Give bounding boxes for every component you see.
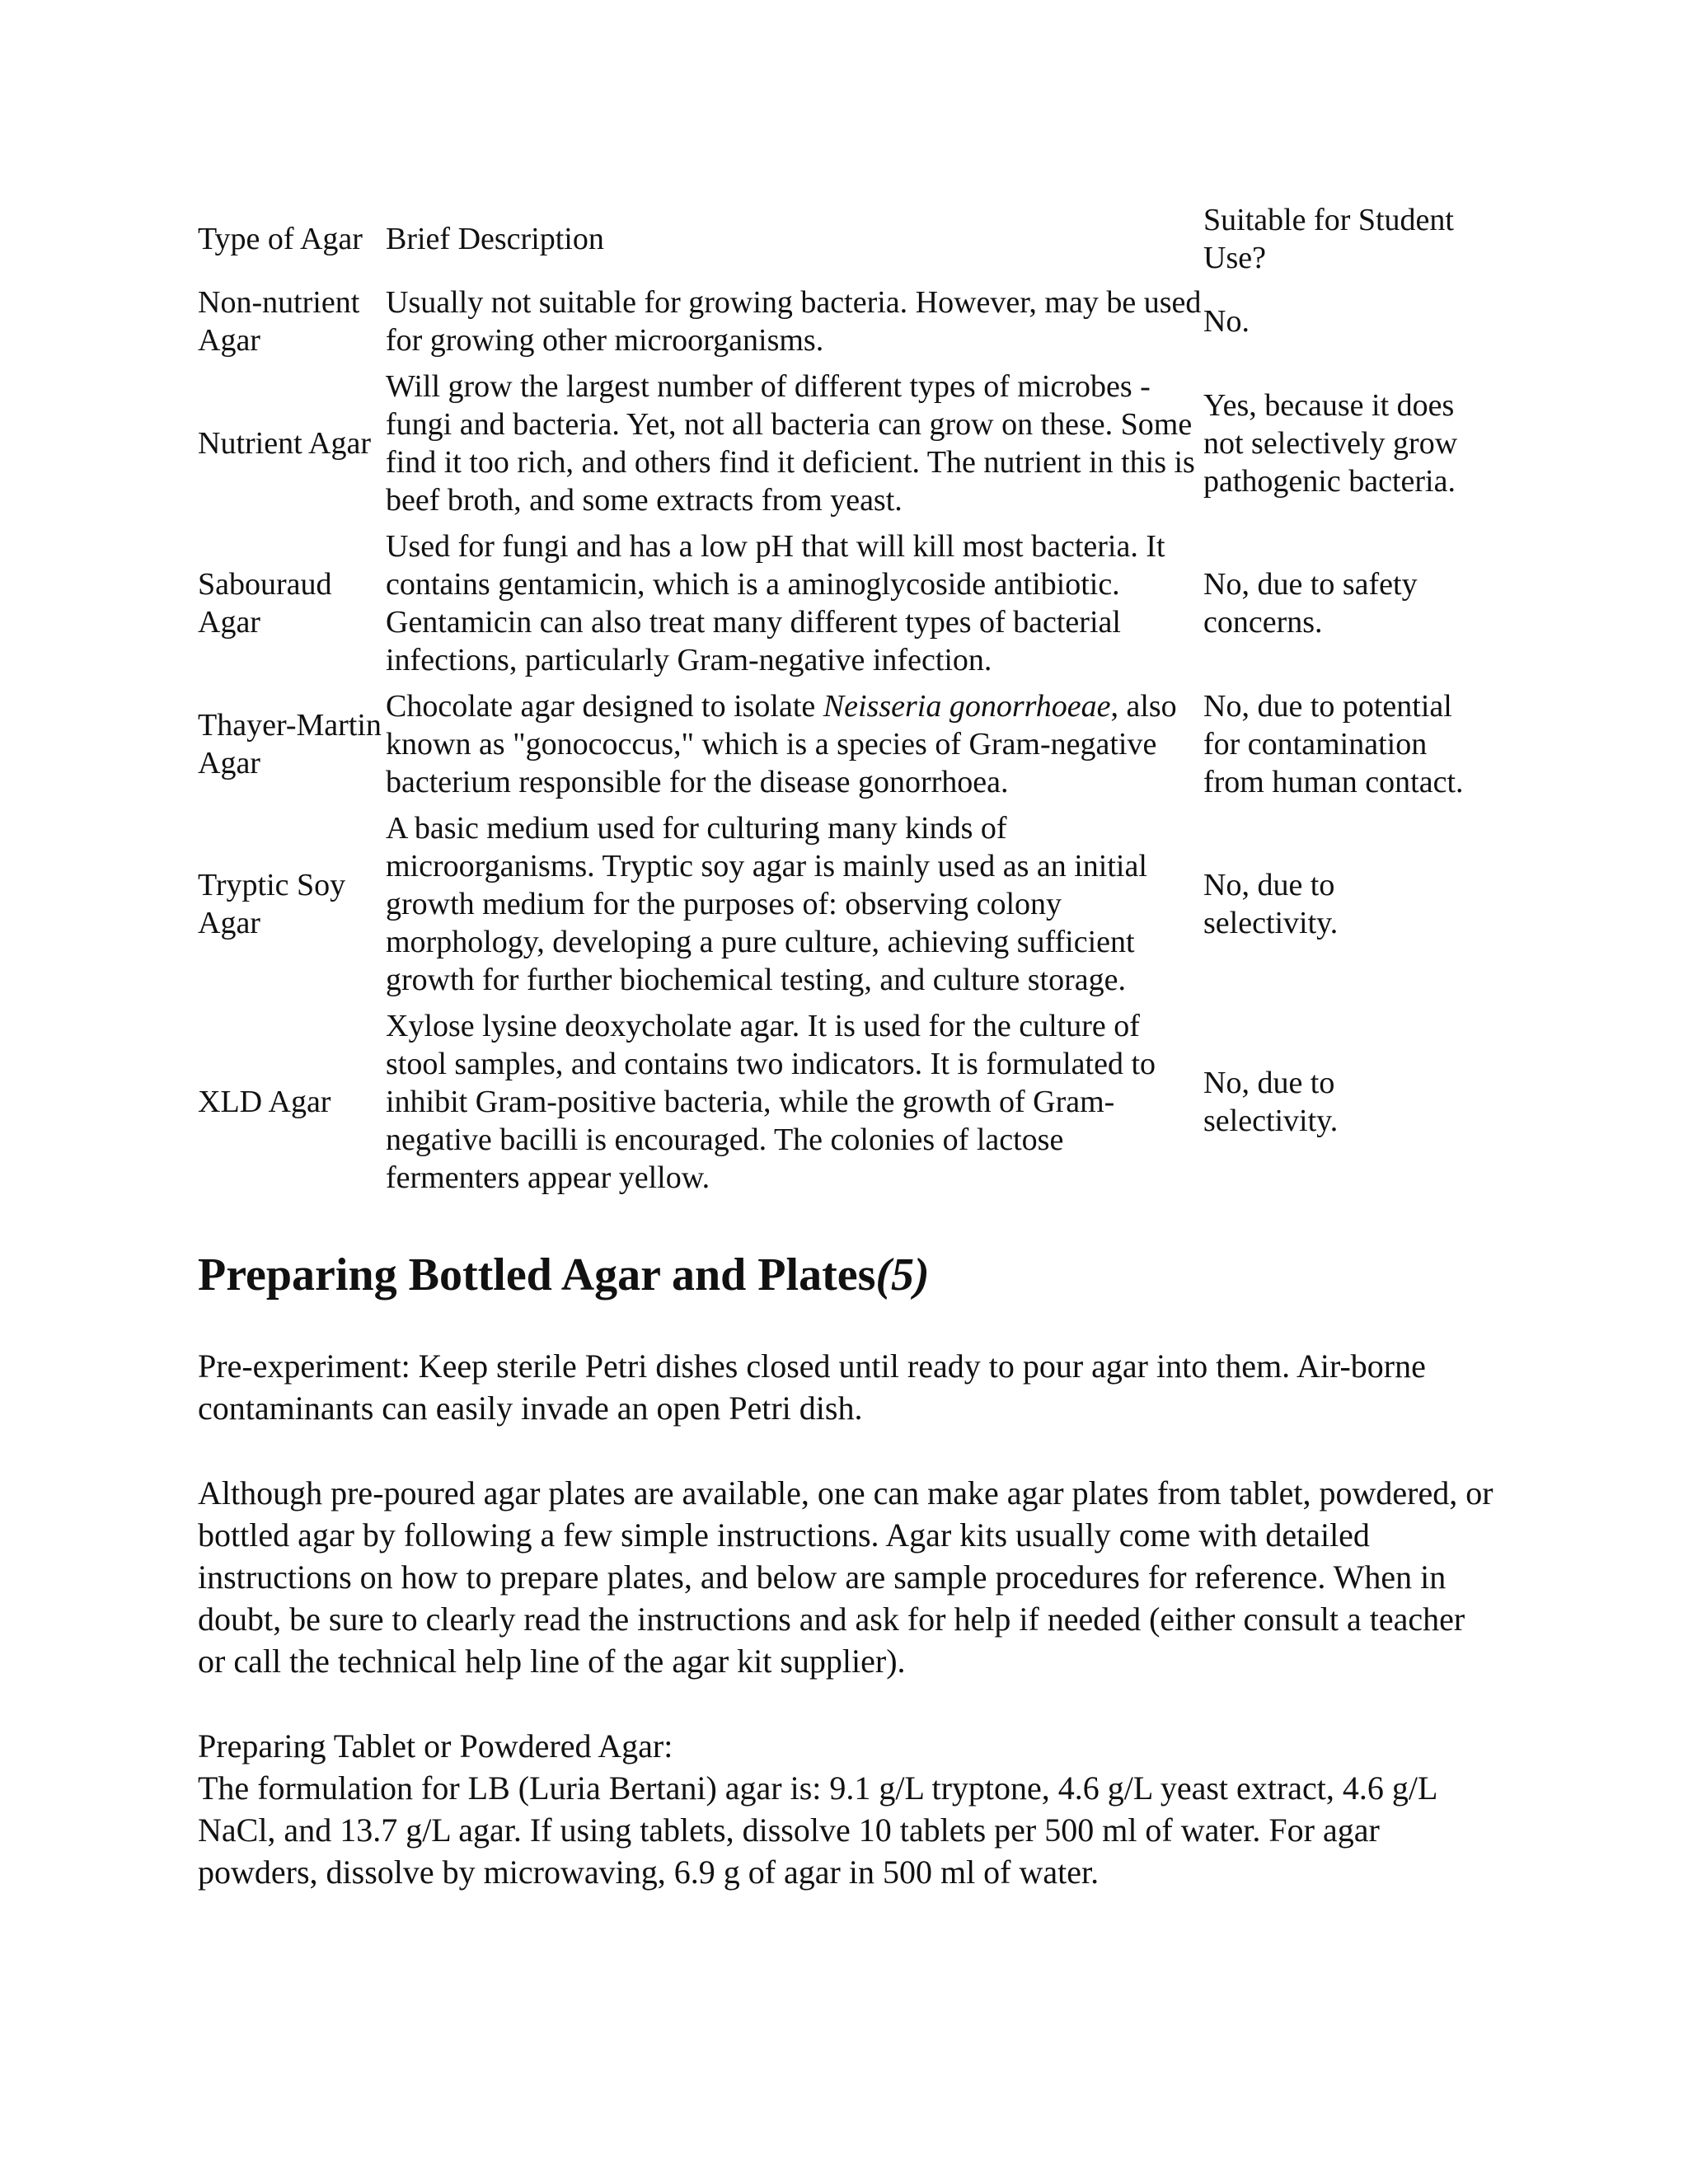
agar-type-cell: Non-nutrient Agar — [198, 285, 360, 358]
table-header-row — [198, 198, 1475, 280]
agar-suitability-cell: Yes, because it does not selectively grow pathogenic bacteria. — [1203, 388, 1458, 499]
table-row — [198, 1004, 1475, 1202]
agar-type-cell: XLD Agar — [198, 1085, 331, 1119]
species-name: Neisseria gonorrhoeae — [823, 689, 1111, 724]
section-heading — [198, 1248, 1500, 1302]
description-text: Chocolate agar designed to isolate — [386, 689, 823, 724]
section-heading-text: Preparing Bottled Agar and Plates — [198, 1249, 876, 1301]
agar-description-cell: Usually not suitable for growing bacteria. However, may be used for growing other microorganisms. — [386, 285, 1202, 358]
table-row — [198, 524, 1475, 684]
paragraph-pre-experiment: Pre-experiment: Keep sterile Petri dishes closed until ready to pour agar into them. Air-borne contaminants can easily invade an open Petri dish. — [198, 1347, 1426, 1427]
description-text: , also known as "gonococcus," which is a species of Gram-negative bacterium responsible for the disease gonorrhoea. — [386, 689, 1177, 799]
agar-description-cell — [386, 684, 1203, 806]
agar-description-cell: Xylose lysine deoxycholate agar. It is used for the culture of stool samples, and contains two indicators. It is formulated to inhibit Gram-positive bacteria, while the growth of Gram-negative bacilli is encouraged. The colonies of lactose fermenters appear yellow. — [386, 1009, 1156, 1195]
agar-description-cell: Will grow the largest number of different types of microbes - fungi and bacteria. Yet, not all bacteria can grow on these. Some find it too rich, and others find it deficient. The nutrient in this is beef broth, and some extracts from yeast. — [386, 369, 1195, 518]
agar-description-cell: A basic medium used for culturing many kinds of microorganisms. Tryptic soy agar is mainly used as an initial growth medium for the purposes of: observing colony morphology, developing a pure culture, achieving sufficient growth for further biochemical testing, and culture storage. — [386, 811, 1147, 997]
paragraph-agar-plates: Although pre-poured agar plates are available, one can make agar plates from tablet, powdered, or bottled agar by following a few simple instructions. Agar kits usually come with detailed instructions on how to prepare plates, and below are sample procedures for reference. When in doubt, be sure to clearly read the instructions and ask for help if needed (either consult a teacher or call the technical help line of the agar kit supplier). — [198, 1474, 1493, 1680]
agar-suitability-cell: No, due to safety concerns. — [1203, 567, 1418, 640]
agar-suitability-cell: No, due to selectivity. — [1203, 1066, 1339, 1138]
agar-type-cell: Sabouraud Agar — [198, 567, 332, 640]
agar-suitability-cell: No. — [1203, 304, 1250, 339]
agar-type-cell: Thayer-Martin Agar — [198, 708, 382, 780]
header-brief-description: Brief Description — [386, 222, 604, 256]
agar-type-cell: Nutrient Agar — [198, 426, 372, 461]
paragraph-subheading: Preparing Tablet or Powdered Agar: — [198, 1727, 673, 1765]
reference-number: (5) — [875, 1249, 930, 1301]
table-row — [198, 280, 1475, 364]
header-type-of-agar: Type of Agar — [198, 222, 363, 256]
table-row — [198, 684, 1475, 806]
agar-type-cell: Tryptic Soy Agar — [198, 868, 346, 940]
header-suitable-for-student-use: Suitable for Student Use? — [1203, 203, 1454, 275]
agar-suitability-cell: No, due to selectivity. — [1203, 868, 1339, 940]
table-row — [198, 364, 1475, 524]
document-page — [198, 198, 1500, 1893]
agar-description-cell: Used for fungi and has a low pH that will kill most bacteria. It contains gentamicin, which is a aminoglycoside antibiotic. Gentamicin can also treat many different types of bacterial infections, particularly Gram-negative infection. — [386, 529, 1165, 677]
agar-suitability-cell: No, due to potential for contamination from human contact. — [1203, 689, 1464, 799]
agar-types-table — [198, 198, 1475, 1202]
table-row — [198, 806, 1475, 1004]
paragraph-lb-formulation: The formulation for LB (Luria Bertani) agar is: 9.1 g/L tryptone, 4.6 g/L yeast extract, 4.6 g/L NaCl, and 13.7 g/L agar. If using tablets, dissolve 10 tablets per 500 ml of water. For agar powders, dissolve by microwaving, 6.9 g of agar in 500 ml of water. — [198, 1769, 1437, 1891]
